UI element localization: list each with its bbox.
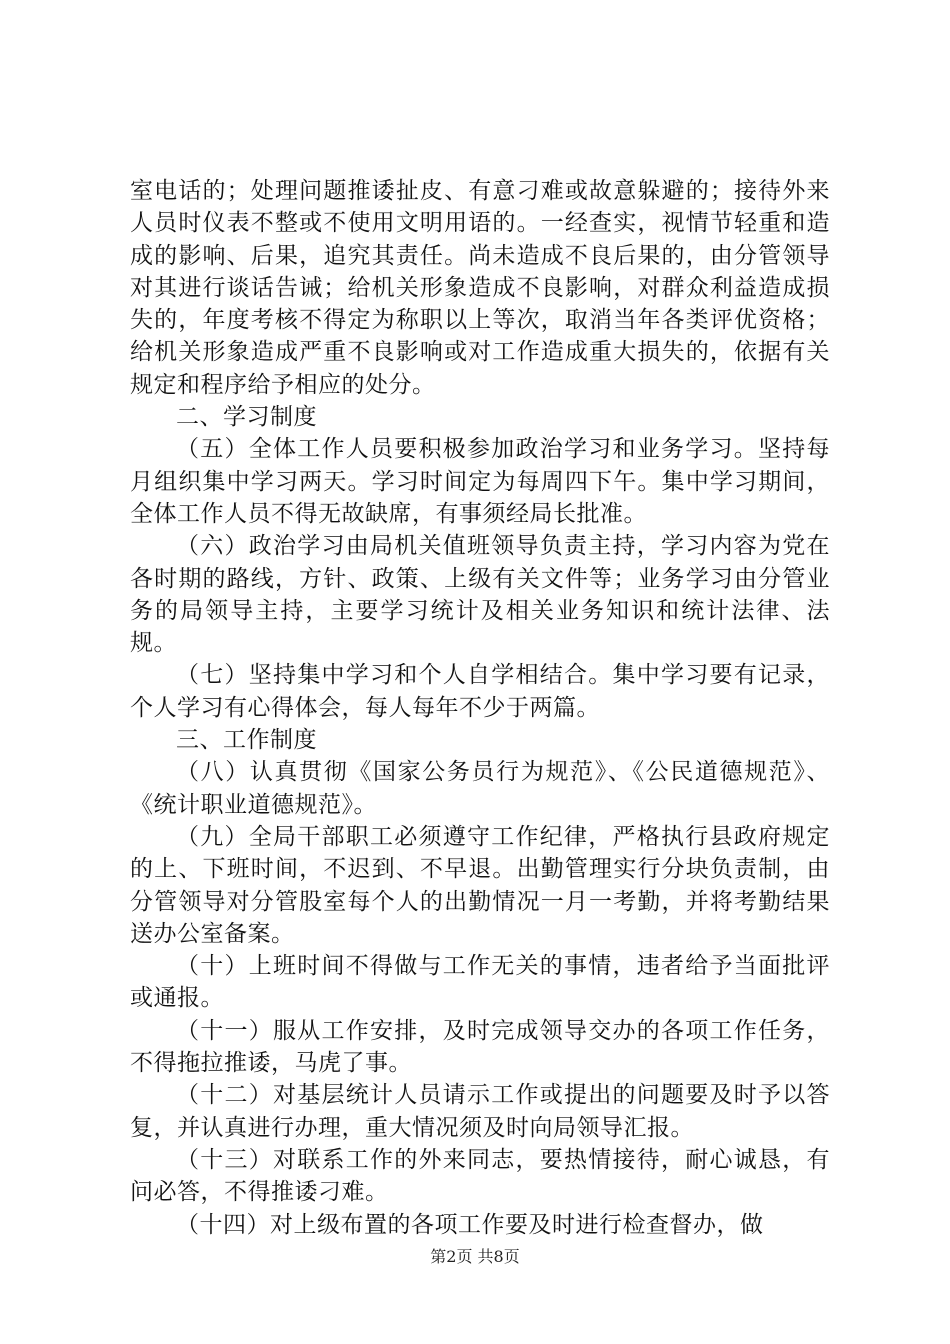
- document-body: [130, 175, 830, 1241]
- paragraph: （九）全局干部职工必须遵守工作纪律，严格执行县政府规定的上、下班时间，不迟到、不早退。出勤管理实行分块负责制，由分管领导对分管股室每个人的出勤情况一月一考勤，并将考勤结果送办公室备案。: [130, 823, 830, 947]
- paragraph: （十二）对基层统计人员请示工作或提出的问题要及时予以答复，并认真进行办理，重大情况须及时向局领导汇报。: [130, 1082, 830, 1141]
- paragraph: 室电话的；处理问题推诿扯皮、有意刁难或故意躲避的；接待外来人员时仪表不整或不使用文明用语的。一经查实，视情节轻重和造成的影响、后果，追究其责任。尚未造成不良后果的，由分管领导对其进行谈话告诫；给机关形象造成不良影响，对群众利益造成损失的，年度考核不得定为称职以上等次，取消当年各类评优资格；给机关形象造成严重不良影响或对工作造成重大损失的，依据有关规定和程序给予相应的处分。: [130, 178, 830, 398]
- page-footer: 第2页 共8页: [430, 1247, 520, 1266]
- section-heading: 三、工作制度: [176, 727, 317, 754]
- paragraph: （十一）服从工作安排，及时完成领导交办的各项工作任务，不得拖拉推诿，马虎了事。: [130, 1017, 830, 1077]
- paragraph: （十四）对上级布置的各项工作要及时进行检查督办，做: [176, 1211, 764, 1238]
- paragraph: （六）政治学习由局机关值班领导负责主持，学习内容为党在各时期的路线，方针、政策、上级有关文件等；业务学习由分管业务的局领导主持，主要学习统计及相关业务知识和统计法律、法规。: [130, 533, 830, 657]
- section-heading: 二、学习制度: [176, 404, 317, 431]
- paragraph: （十三）对联系工作的外来同志，要热情接待，耐心诚恳，有问必答，不得推诿刁难。: [130, 1146, 830, 1206]
- paragraph: （七）坚持集中学习和个人自学相结合。集中学习要有记录，个人学习有心得体会，每人每年不少于两篇。: [130, 662, 830, 721]
- paragraph: （五）全体工作人员要积极参加政治学习和业务学习。坚持每月组织集中学习两天。学习时间定为每周四下午。集中学习期间，全体工作人员不得无故缺席，有事须经局长批准。: [130, 436, 830, 527]
- paragraph: （十）上班时间不得做与工作无关的事情，违者给予当面批评或通报。: [130, 953, 830, 1012]
- paragraph: （八）认真贯彻《国家公务员行为规范》、《公民道德规范》、《统计职业道德规范》。: [130, 759, 830, 818]
